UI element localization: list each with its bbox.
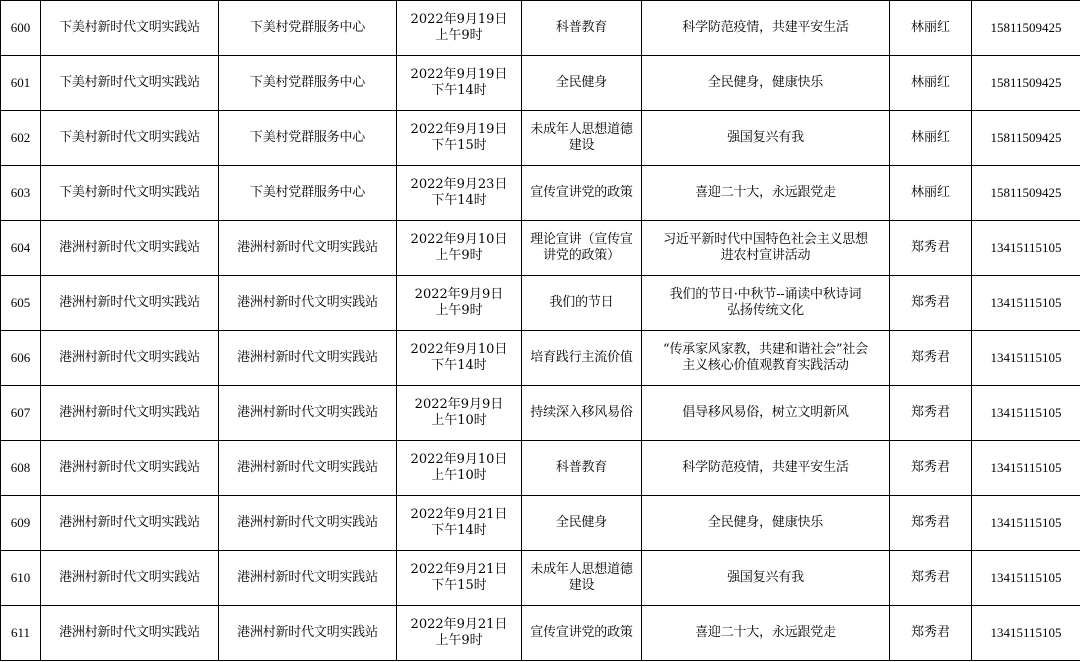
cell-venue: 下美村党群服务中心 bbox=[219, 1, 397, 56]
cell-station: 港洲村新时代文明实践站 bbox=[41, 606, 219, 661]
cell-id: 605 bbox=[1, 276, 41, 331]
cell-datetime-line: 2022年9月10日 bbox=[410, 232, 508, 247]
cell-phone: 15811509425 bbox=[972, 56, 1080, 111]
cell-id: 609 bbox=[1, 496, 41, 551]
cell-datetime bbox=[397, 331, 522, 386]
cell-activity bbox=[642, 331, 890, 386]
cell-activity-line: 科学防范疫情，共建平安生活 bbox=[682, 20, 849, 35]
cell-station: 港洲村新时代文明实践站 bbox=[41, 221, 219, 276]
cell-phone: 13415115105 bbox=[972, 606, 1080, 661]
cell-id: 606 bbox=[1, 331, 41, 386]
cell-category-line: 宣传宣讲党的政策 bbox=[530, 185, 633, 200]
table-row bbox=[1, 111, 1080, 166]
cell-category bbox=[522, 166, 642, 221]
table-row bbox=[1, 331, 1080, 386]
cell-datetime-line: 2022年9月10日 bbox=[410, 452, 508, 467]
cell-id: 608 bbox=[1, 441, 41, 496]
cell-phone: 13415115105 bbox=[972, 276, 1080, 331]
cell-datetime-line: 2022年9月21日 bbox=[410, 562, 508, 577]
cell-datetime bbox=[397, 386, 522, 441]
cell-datetime bbox=[397, 56, 522, 111]
cell-person: 郑秀君 bbox=[890, 221, 972, 276]
cell-person: 郑秀君 bbox=[890, 496, 972, 551]
cell-category bbox=[522, 111, 642, 166]
cell-station: 港洲村新时代文明实践站 bbox=[41, 331, 219, 386]
cell-category bbox=[522, 496, 642, 551]
cell-activity-line: 科学防范疫情，共建平安生活 bbox=[682, 460, 849, 475]
cell-person: 林丽红 bbox=[890, 111, 972, 166]
cell-phone: 15811509425 bbox=[972, 166, 1080, 221]
cell-category-line: 全民健身 bbox=[555, 75, 608, 90]
cell-datetime-line: 上午9时 bbox=[435, 633, 483, 648]
cell-datetime-line: 2022年9月19日 bbox=[410, 67, 508, 82]
cell-person: 郑秀君 bbox=[890, 331, 972, 386]
cell-datetime bbox=[397, 111, 522, 166]
cell-category-line: 理论宣讲（宣传宣 bbox=[530, 232, 633, 247]
cell-activity bbox=[642, 111, 890, 166]
cell-station: 港洲村新时代文明实践站 bbox=[41, 551, 219, 606]
cell-category-line: 我们的节日 bbox=[549, 295, 614, 310]
cell-venue: 下美村党群服务中心 bbox=[219, 166, 397, 221]
cell-datetime-line: 2022年9月19日 bbox=[410, 12, 508, 27]
cell-datetime-line: 下午15时 bbox=[431, 138, 487, 153]
cell-category-line: 建设 bbox=[568, 578, 595, 593]
cell-venue: 港洲村新时代文明实践站 bbox=[219, 606, 397, 661]
cell-datetime bbox=[397, 221, 522, 276]
cell-station: 港洲村新时代文明实践站 bbox=[41, 386, 219, 441]
cell-activity bbox=[642, 1, 890, 56]
cell-datetime bbox=[397, 276, 522, 331]
table-row bbox=[1, 386, 1080, 441]
cell-person: 林丽红 bbox=[890, 166, 972, 221]
cell-datetime-line: 2022年9月10日 bbox=[410, 342, 508, 357]
cell-venue: 港洲村新时代文明实践站 bbox=[219, 386, 397, 441]
cell-id: 607 bbox=[1, 386, 41, 441]
cell-person: 林丽红 bbox=[890, 1, 972, 56]
cell-person: 郑秀君 bbox=[890, 551, 972, 606]
cell-venue: 港洲村新时代文明实践站 bbox=[219, 551, 397, 606]
cell-person: 郑秀君 bbox=[890, 441, 972, 496]
cell-id: 601 bbox=[1, 56, 41, 111]
cell-category-line: 科普教育 bbox=[555, 20, 608, 35]
cell-person: 郑秀君 bbox=[890, 276, 972, 331]
cell-category-line: 持续深入移风易俗 bbox=[530, 405, 633, 420]
cell-venue: 港洲村新时代文明实践站 bbox=[219, 496, 397, 551]
cell-activity bbox=[642, 551, 890, 606]
cell-id: 604 bbox=[1, 221, 41, 276]
cell-activity bbox=[642, 441, 890, 496]
table-row bbox=[1, 1, 1080, 56]
cell-venue: 下美村党群服务中心 bbox=[219, 111, 397, 166]
cell-phone: 15811509425 bbox=[972, 111, 1080, 166]
cell-station: 港洲村新时代文明实践站 bbox=[41, 276, 219, 331]
cell-venue: 港洲村新时代文明实践站 bbox=[219, 221, 397, 276]
cell-activity-line: 我们的节日·中秋节--诵读中秋诗词 bbox=[669, 287, 862, 302]
cell-id: 603 bbox=[1, 166, 41, 221]
table-body bbox=[1, 1, 1080, 661]
cell-datetime-line: 2022年9月9日 bbox=[414, 397, 504, 412]
cell-activity bbox=[642, 56, 890, 111]
cell-phone: 13415115105 bbox=[972, 386, 1080, 441]
cell-activity bbox=[642, 221, 890, 276]
cell-phone: 15811509425 bbox=[972, 1, 1080, 56]
cell-venue: 港洲村新时代文明实践站 bbox=[219, 441, 397, 496]
cell-station: 港洲村新时代文明实践站 bbox=[41, 441, 219, 496]
cell-station: 下美村新时代文明实践站 bbox=[41, 111, 219, 166]
cell-activity bbox=[642, 276, 890, 331]
cell-activity-line: 倡导移风易俗，树立文明新风 bbox=[682, 405, 849, 420]
cell-category-line: 全民健身 bbox=[555, 515, 608, 530]
cell-activity bbox=[642, 496, 890, 551]
cell-activity bbox=[642, 386, 890, 441]
cell-datetime-line: 2022年9月9日 bbox=[414, 287, 504, 302]
table-row bbox=[1, 441, 1080, 496]
cell-id: 610 bbox=[1, 551, 41, 606]
cell-activity-line: 习近平新时代中国特色社会主义思想 bbox=[663, 232, 868, 247]
cell-category-line: 未成年人思想道德 bbox=[530, 562, 633, 577]
table-row bbox=[1, 276, 1080, 331]
cell-category-line: 讲党的政策） bbox=[543, 248, 620, 263]
cell-datetime bbox=[397, 551, 522, 606]
cell-datetime-line: 下午14时 bbox=[431, 193, 487, 208]
cell-activity-line: 全民健身，健康快乐 bbox=[707, 75, 824, 90]
cell-datetime-line: 下午14时 bbox=[431, 83, 487, 98]
cell-activity-line: 全民健身，健康快乐 bbox=[707, 515, 824, 530]
cell-category bbox=[522, 56, 642, 111]
cell-datetime-line: 下午14时 bbox=[431, 358, 487, 373]
table-row bbox=[1, 166, 1080, 221]
cell-person: 林丽红 bbox=[890, 56, 972, 111]
cell-category bbox=[522, 386, 642, 441]
cell-phone: 13415115105 bbox=[972, 496, 1080, 551]
cell-category bbox=[522, 551, 642, 606]
cell-category-line: 宣传宣讲党的政策 bbox=[530, 625, 633, 640]
cell-category bbox=[522, 606, 642, 661]
cell-phone: 13415115105 bbox=[972, 331, 1080, 386]
cell-category bbox=[522, 276, 642, 331]
cell-activity-line: 进农村宣讲活动 bbox=[720, 248, 811, 263]
cell-category bbox=[522, 221, 642, 276]
cell-category-line: 培育践行主流价值 bbox=[530, 350, 633, 365]
table-row bbox=[1, 551, 1080, 606]
cell-activity bbox=[642, 166, 890, 221]
table-row bbox=[1, 221, 1080, 276]
table-row bbox=[1, 606, 1080, 661]
cell-activity-line: 强国复兴有我 bbox=[727, 570, 804, 585]
cell-category bbox=[522, 331, 642, 386]
cell-person: 郑秀君 bbox=[890, 606, 972, 661]
cell-id: 602 bbox=[1, 111, 41, 166]
cell-activity-line: 强国复兴有我 bbox=[727, 130, 804, 145]
cell-datetime-line: 上午10时 bbox=[431, 468, 487, 483]
cell-station: 下美村新时代文明实践站 bbox=[41, 166, 219, 221]
cell-activity-line: “传承家风家教，共建和谐社会”社会 bbox=[663, 342, 868, 357]
cell-datetime-line: 2022年9月21日 bbox=[410, 507, 508, 522]
cell-datetime bbox=[397, 166, 522, 221]
cell-activity-line: 喜迎二十大，永远跟党走 bbox=[695, 625, 836, 640]
cell-phone: 13415115105 bbox=[972, 551, 1080, 606]
cell-station: 下美村新时代文明实践站 bbox=[41, 1, 219, 56]
cell-venue: 港洲村新时代文明实践站 bbox=[219, 331, 397, 386]
cell-station: 下美村新时代文明实践站 bbox=[41, 56, 219, 111]
cell-category bbox=[522, 1, 642, 56]
cell-datetime-line: 上午9时 bbox=[435, 28, 483, 43]
cell-datetime-line: 上午9时 bbox=[435, 248, 483, 263]
cell-datetime-line: 2022年9月21日 bbox=[410, 617, 508, 632]
cell-category-line: 建设 bbox=[568, 138, 595, 153]
cell-station: 港洲村新时代文明实践站 bbox=[41, 496, 219, 551]
cell-phone: 13415115105 bbox=[972, 441, 1080, 496]
cell-activity-line: 主义核心价值观教育实践活动 bbox=[682, 358, 849, 373]
cell-activity-line: 弘扬传统文化 bbox=[727, 303, 804, 318]
cell-datetime-line: 下午15时 bbox=[431, 578, 487, 593]
cell-datetime bbox=[397, 441, 522, 496]
cell-category-line: 科普教育 bbox=[555, 460, 608, 475]
cell-phone: 13415115105 bbox=[972, 221, 1080, 276]
cell-datetime bbox=[397, 606, 522, 661]
cell-category-line: 未成年人思想道德 bbox=[530, 122, 633, 137]
cell-datetime-line: 上午10时 bbox=[431, 413, 487, 428]
cell-id: 600 bbox=[1, 1, 41, 56]
cell-person: 郑秀君 bbox=[890, 386, 972, 441]
cell-category bbox=[522, 441, 642, 496]
cell-datetime bbox=[397, 1, 522, 56]
cell-datetime-line: 2022年9月19日 bbox=[410, 122, 508, 137]
cell-venue: 下美村党群服务中心 bbox=[219, 56, 397, 111]
cell-datetime-line: 下午14时 bbox=[431, 523, 487, 538]
cell-datetime-line: 2022年9月23日 bbox=[410, 177, 508, 192]
cell-datetime bbox=[397, 496, 522, 551]
cell-id: 611 bbox=[1, 606, 41, 661]
cell-activity-line: 喜迎二十大，永远跟党走 bbox=[695, 185, 836, 200]
cell-datetime-line: 上午9时 bbox=[435, 303, 483, 318]
cell-venue: 港洲村新时代文明实践站 bbox=[219, 276, 397, 331]
table-row bbox=[1, 496, 1080, 551]
table-row bbox=[1, 56, 1080, 111]
cell-activity bbox=[642, 606, 890, 661]
